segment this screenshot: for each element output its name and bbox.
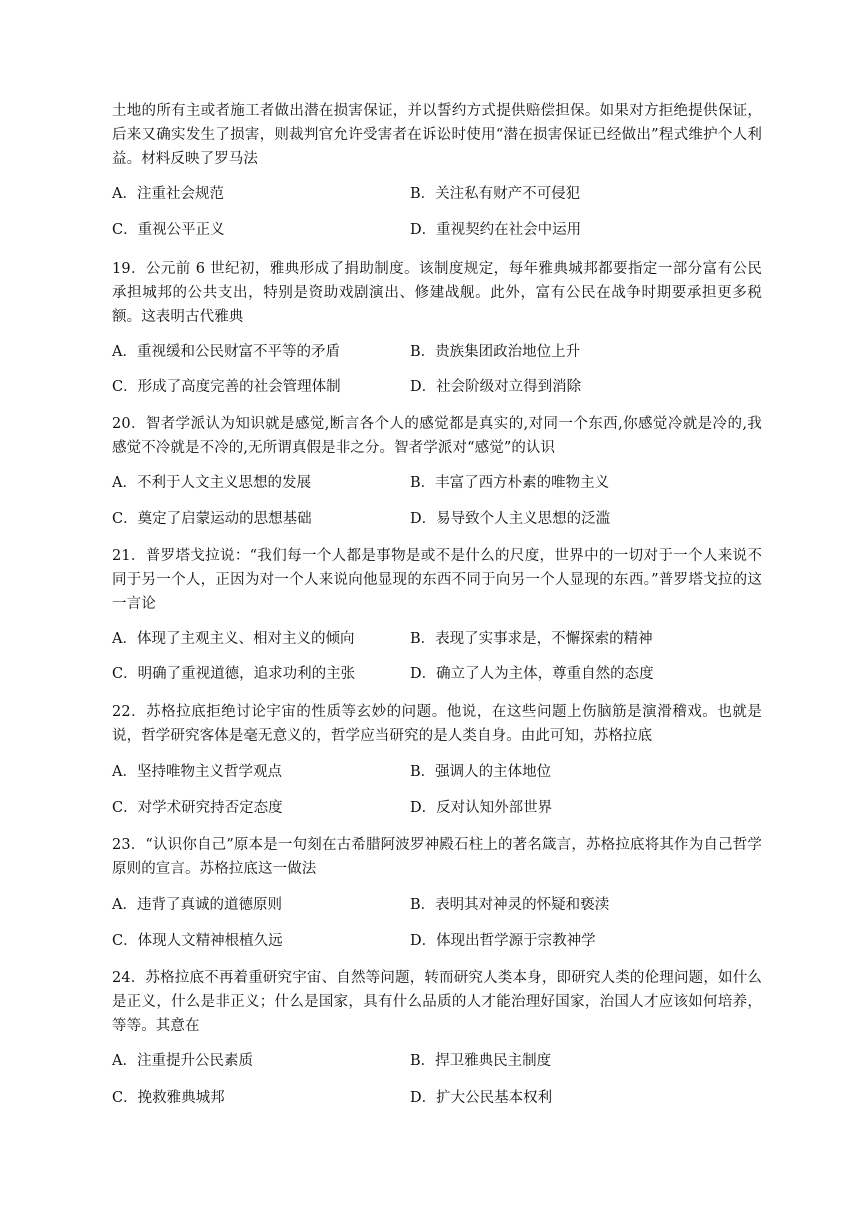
question-18-option-d: D．重视契约在社会中运用 [410,222,582,238]
question-24-option-d: D．扩大公民基本权利 [410,1090,553,1106]
question-22-option-b: B．强调人的主体地位 [410,764,552,780]
question-21-option-a: A．体现了主观主义、相对主义的倾向 [112,631,355,647]
question-21-option-c: C．明确了重视道德，追求功利的主张 [112,666,356,682]
question-19-option-d: D．社会阶级对立得到消除 [410,379,582,395]
question-18-option-c: C．重视公平正义 [112,222,225,238]
question-22-stem: 22．苏格拉底拒绝讨论宇宙的性质等玄妙的问题。他说，在这些问题上伤脑筋是演滑稽戏。也就是说，哲学研究客体是毫无意义的，哲学应当研究的是人类自身。由此可知，苏格拉底 [112,704,762,744]
question-23-option-d: D．体现出哲学源于宗教神学 [410,933,596,949]
question-20-option-c: C．奠定了启蒙运动的思想基础 [112,511,312,527]
question-20-option-b: B．丰富了西方朴素的唯物主义 [410,475,610,491]
question-19-stem: 19．公元前 6 世纪初，雅典形成了捐助制度。该制度规定，每年雅典城邦都要指定一部分富有公民承担城邦的公共支出，特别是资助戏剧演出、修建战舰。此外，富有公民在战争时期要承担更多税额。这表明古代雅典 [112,261,762,325]
question-21-option-b: B．表现了实事求是，不懈探索的精神 [410,631,653,647]
question-23-stem: 23．“认识你自己”原本是一句刻在古希腊阿波罗神殿石柱上的著名箴言，苏格拉底将其作为自己哲学原则的宣言。苏格拉底这一做法 [112,837,762,877]
question-22-option-a: A．坚持唯物主义哲学观点 [112,764,282,780]
question-21-option-d: D．确立了人为主体，尊重自然的态度 [410,666,654,682]
question-20-option-d: D．易导致个人主义思想的泛滥 [410,511,611,527]
question-18-option-a: A．注重社会规范 [112,186,224,202]
question-19-option-a: A．重视缓和公民财富不平等的矛盾 [112,344,340,360]
question-23-option-b: B．表明其对神灵的怀疑和亵渎 [410,897,610,913]
question-20-option-a: A．不利于人文主义思想的发展 [112,475,311,491]
question-23-option-a: A．违背了真诚的道德原则 [112,897,282,913]
question-19-option-c: C．形成了高度完善的社会管理体制 [112,379,341,395]
question-23-option-c: C．体现人文精神根植久远 [112,933,283,949]
question-22-option-d: D．反对认知外部世界 [410,800,553,816]
question-24-option-a: A．注重提升公民素质 [112,1053,253,1069]
question-21-stem: 21．普罗塔戈拉说：“我们每一个人都是事物是或不是什么的尺度，世界中的一切对于一个人来说不同于另一个人，正因为对一个人来说向他显现的东西不同于向另一个人显现的东西。”普罗塔戈拉的这一言论 [112,548,762,612]
question-20-stem: 20．智者学派认为知识就是感觉,断言各个人的感觉都是真实的,对同一个东西,你感觉冷就是冷的,我感觉不冷就是不冷的,无所谓真假是非之分。智者学派对“感觉”的认识 [112,416,762,456]
question-18-option-b: B．关注私有财产不可侵犯 [410,186,581,202]
question-24-stem: 24．苏格拉底不再着重研究宇宙、自然等问题，转而研究人类本身，即研究人类的伦理问题，如什么是正义，什么是非正义；什么是国家，具有什么品质的人才能治理好国家，治国人才应该如何培养，等等。其意在 [112,970,762,1034]
question-19-option-b: B．贵族集团政治地位上升 [410,344,581,360]
question-18-stem: 土地的所有主或者施工者做出潜在损害保证，并以誓约方式提供赔偿担保。如果对方拒绝提供保证，后来又确实发生了损害，则裁判官允许受害者在诉讼时使用“潜在损害保证已经做出”程式维护个人利益。材料反映了罗马法 [112,103,762,167]
question-22-option-c: C．对学术研究持否定态度 [112,800,283,816]
question-24-option-c: C．挽救雅典城邦 [112,1090,225,1106]
question-24-option-b: B．捍卫雅典民主制度 [410,1053,552,1069]
